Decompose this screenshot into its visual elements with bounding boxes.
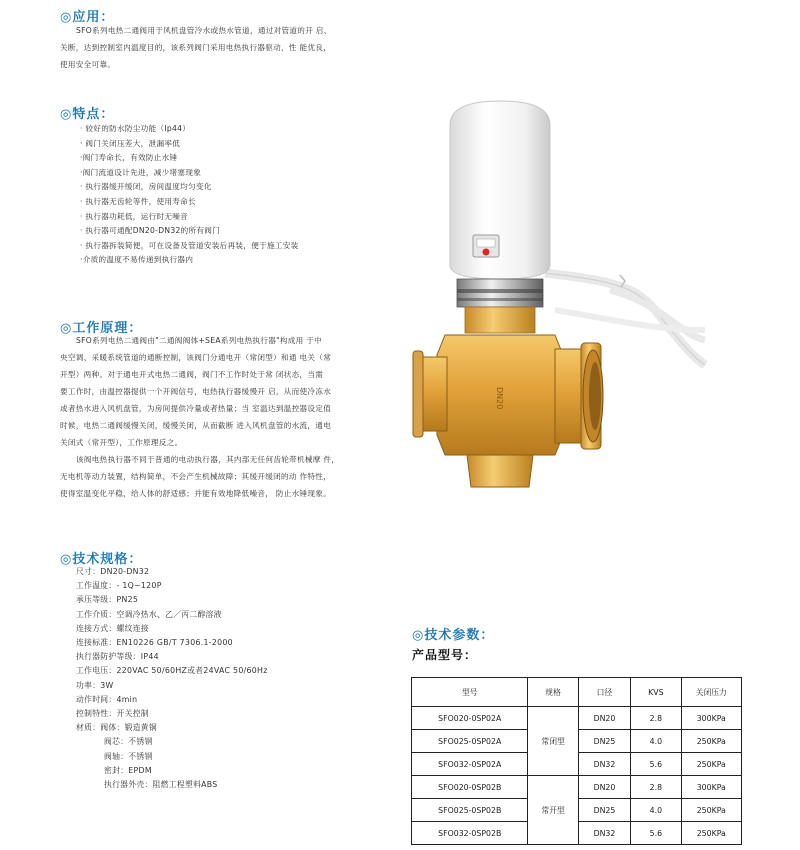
cell-kvs: 5.6	[631, 753, 681, 776]
col-header-kvs: KVS	[631, 678, 681, 707]
feature-item: · 执行器拆装简便，可在设备及管道安装后再装，便于施工安装	[80, 240, 299, 250]
spec-item: 功率：3W	[76, 680, 114, 690]
svg-text:DN20: DN20	[495, 387, 504, 410]
principle-line: 该阀电热执行器不同于普通的电动执行器，其内部无任何齿轮带机械摩 件，	[76, 455, 340, 464]
table-header-row	[412, 678, 742, 707]
cell-bore: DN25	[578, 730, 630, 753]
spec-item: 连接标准：EN10226 GB/T 7306.1-2000	[76, 638, 233, 648]
spec-sub-item: 阀轴：不锈钢	[104, 751, 153, 761]
cell-model: SFO020-0SP02A	[412, 707, 528, 730]
table-row	[412, 776, 742, 799]
cell-pressure: 300KPa	[681, 707, 741, 730]
application-line: 关断，达到控制室内温度目的，该系列阀门采用电热执行器驱动，性 能优良，	[60, 43, 332, 52]
spec-item: 连接方式：螺纹连接	[76, 623, 149, 633]
principle-line: 时候，电热二通阀缓慢关闭，缓慢关闭，从而截断 进入风机盘管的水流，通电	[60, 421, 332, 430]
principle-line: 关闭式（常开型），工作原理反之。	[60, 438, 183, 447]
cell-model: SFO032-0SP02B	[412, 822, 528, 845]
principle-line: 要工作时，由温控器提供一个开阀信号，电热执行器缓慢开 启，从而使冷冻水	[60, 387, 332, 396]
cell-group-normally-closed: 常闭型	[528, 707, 578, 776]
specs-list	[76, 565, 268, 792]
feature-item: · 执行器功耗低，运行时无噪音	[80, 211, 189, 221]
col-header-close-pressure: 关闭压力	[681, 678, 741, 707]
section-title-application: ◎应用：	[60, 10, 115, 25]
cell-bore: DN32	[578, 753, 630, 776]
feature-item: · 阀门关闭压差大，泄漏率低	[80, 138, 181, 148]
spec-item: 材质：阀体：锻造黄铜	[76, 723, 157, 733]
principle-text	[60, 332, 405, 502]
principle-line: 无电机等动力装置，结构简单，不会产生机械故障；其缓开缓闭的动 作特性，	[60, 472, 332, 481]
spec-sub-item: 阀芯：不锈钢	[104, 737, 153, 747]
section-title-params: ◎技术参数：	[412, 628, 495, 643]
cell-model: SFO025-0SP02B	[412, 799, 528, 822]
spec-item: 工作温度：- 1Q~120P	[76, 581, 162, 591]
application-line: SFO系列电热二通阀用于风机盘管冷水或热水管道，通过对管道的开 启、	[76, 26, 332, 35]
cell-bore: DN32	[578, 822, 630, 845]
cell-group-normally-open: 常开型	[528, 776, 578, 845]
spec-sub-item: 执行器外壳：阻燃工程塑料ABS	[104, 780, 218, 790]
spec-item: 承压等级：PN25	[76, 595, 139, 605]
cell-bore: DN20	[578, 776, 630, 799]
principle-line: 央空调、采暖系统管道的通断控制，该阀门分通电开（常闭型）和通 电关（常	[60, 353, 332, 362]
params-table	[411, 677, 742, 845]
features-list	[80, 122, 299, 268]
spec-item: 尺寸：DN20-DN32	[76, 567, 150, 576]
cell-model: SFO020-0SP02B	[412, 776, 528, 799]
application-line: 使用安全可靠。	[60, 60, 116, 69]
model-title: 产品型号：	[412, 648, 478, 662]
cell-kvs: 5.6	[631, 822, 681, 845]
spec-item: 动作时间：4min	[76, 694, 138, 704]
cell-pressure: 250KPa	[681, 822, 741, 845]
feature-item: ·阀门流道设计先进，减少堵塞现象	[80, 167, 202, 177]
application-text	[60, 22, 405, 73]
section-title-principle: ◎工作原理：	[60, 321, 143, 336]
cell-model: SFO032-0SP02A	[412, 753, 528, 776]
spec-item: 控制特性：开关控制	[76, 709, 149, 719]
cell-pressure: 300KPa	[681, 776, 741, 799]
cell-pressure: 250KPa	[681, 753, 741, 776]
spec-item: 工作电压：220VAC 50/60HZ或者24VAC 50/60Hz	[76, 666, 268, 676]
principle-line: 开型）两种。对于通电开式电热二通阀，阀门不工作时处于常 闭状态，当需	[60, 370, 324, 379]
spec-item: 工作介质：空调冷热水、乙／丙二醇溶液	[76, 609, 222, 619]
section-title-specs: ◎技术规格：	[60, 552, 143, 567]
cell-kvs: 2.8	[631, 707, 681, 730]
cell-model: SFO025-0SP02A	[412, 730, 528, 753]
table-row	[412, 707, 742, 730]
spec-sub-item: 密封：EPDM	[104, 765, 152, 775]
col-header-bore: 口径	[578, 678, 630, 707]
col-header-model: 型号	[412, 678, 528, 707]
cell-pressure: 250KPa	[681, 799, 741, 822]
principle-line: 使得室温变化平稳，给人体的舒适感；并能有效地降低噪音， 防止水锤现象。	[60, 489, 332, 498]
feature-item: ·介质的温度不易传递到执行器内	[80, 255, 194, 265]
cell-bore: DN25	[578, 799, 630, 822]
section-title-features: ◎特点：	[60, 107, 115, 122]
spec-item: 执行器防护等级：IP44	[76, 652, 159, 662]
principle-line: 或者热水进入风机盘管，为房间提供冷量或者热量；当 室温达到温控器设定值	[60, 404, 332, 413]
principle-line: SFO系列电热二通阀由"二通阀阀体+SEA系列电热执行器"构成用 于中	[76, 336, 323, 345]
feature-item: · 较好的防水防尘功能（Ip44）	[80, 124, 191, 133]
cell-bore: DN20	[578, 707, 630, 730]
feature-item: · 执行器无齿轮等件，使用寿命长	[80, 196, 196, 206]
cell-pressure: 250KPa	[681, 730, 741, 753]
feature-item: · 执行器缓开缓闭，房间温度均匀变化	[80, 182, 212, 192]
feature-item: ·阀门寿命长，有效防止水锤	[80, 153, 178, 163]
col-header-spec: 规格	[528, 678, 578, 707]
cell-kvs: 4.0	[631, 799, 681, 822]
feature-item: · 执行器可通配DN20-DN32的所有阀门	[80, 226, 221, 236]
valve-product-image	[405, 95, 710, 495]
valve-illustration	[405, 95, 710, 495]
cell-kvs: 2.8	[631, 776, 681, 799]
cell-kvs: 4.0	[631, 730, 681, 753]
